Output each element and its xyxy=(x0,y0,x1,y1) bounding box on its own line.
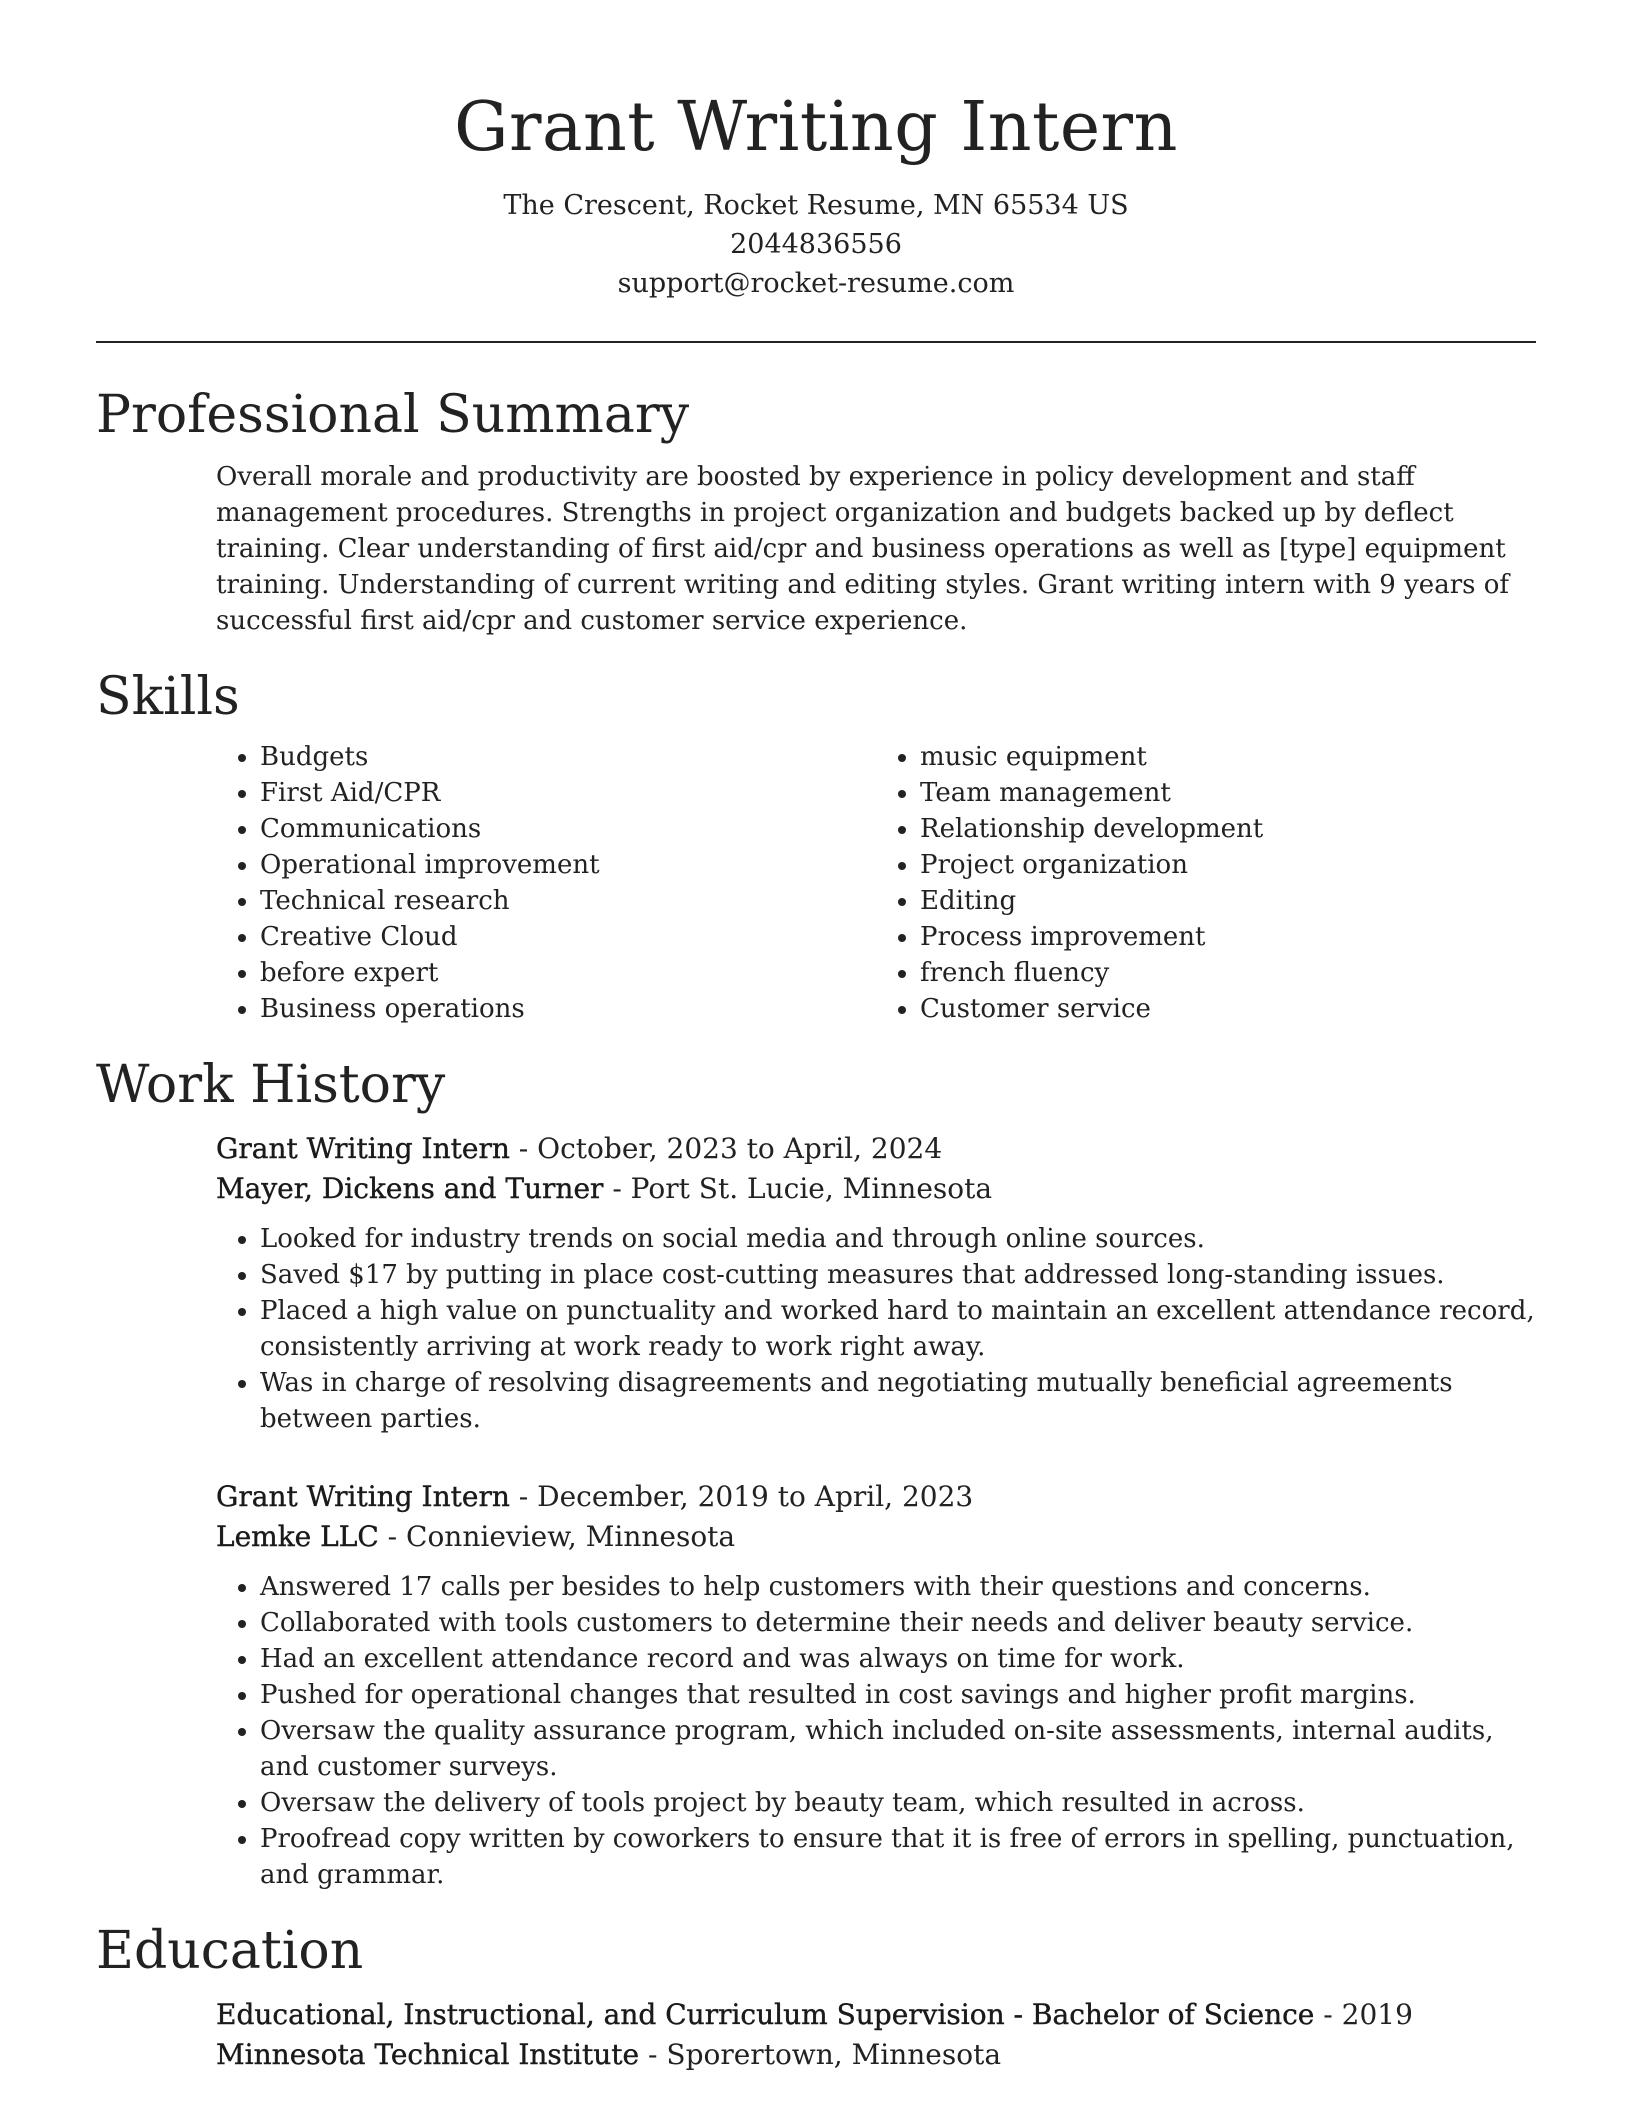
job-entry xyxy=(216,1477,1536,1893)
skill-item: • Project organization xyxy=(920,847,1536,883)
skill-item: • music equipment xyxy=(920,739,1536,775)
job-location: - Port St. Lucie, Minnesota xyxy=(603,1172,993,1205)
skills-section xyxy=(96,665,1536,1027)
job-company-line xyxy=(216,1517,1536,1557)
job-bullet: • Pushed for operational changes that resulted in cost savings and higher profit margins. xyxy=(260,1677,1540,1713)
skill-item: • Budgets xyxy=(260,739,876,775)
job-role: Grant Writing Intern xyxy=(216,1480,510,1513)
education-year: - 2019 xyxy=(1314,1998,1413,2031)
job-bullets xyxy=(216,1221,1540,1437)
candidate-name: Grant Writing Intern xyxy=(454,88,1178,167)
job-bullet: • Had an excellent attendance record and was always on time for work. xyxy=(260,1641,1540,1677)
skill-item: • Business operations xyxy=(260,991,876,1027)
job-bullet: • Answered 17 calls per besides to help customers with their questions and concerns. xyxy=(260,1569,1540,1605)
job-bullets xyxy=(216,1569,1540,1893)
education-school-line xyxy=(216,2035,1536,2075)
skill-item: • before expert xyxy=(260,955,876,991)
job-entry xyxy=(216,1129,1536,1437)
job-bullet: • Was in charge of resolving disagreements and negotiating mutually beneficial agreements between parties. xyxy=(260,1365,1540,1437)
skill-item: • First Aid/CPR xyxy=(260,775,876,811)
skill-item: • Operational improvement xyxy=(260,847,876,883)
job-title-line xyxy=(216,1477,1536,1517)
resume-page xyxy=(96,0,1536,2075)
job-location: - Connieview, Minnesota xyxy=(378,1520,736,1553)
skills-list-right xyxy=(876,739,1536,1027)
summary-text: Overall morale and productivity are boosted by experience in policy development and staff management procedures. Strengths in project organization and budgets backed up by deflect training. Clear understanding of first aid/cpr and business operations as well as [type] equipment training. Understanding of current writing and editing styles. Grant writing intern with 9 years of successful first aid/cpr and customer service experience. xyxy=(216,462,1510,636)
address: The Crescent, Rocket Resume, MN 65534 US xyxy=(503,190,1129,221)
skill-item: • Customer service xyxy=(920,991,1536,1027)
job-title-line xyxy=(216,1129,1536,1169)
skill-item: • Team management xyxy=(920,775,1536,811)
skills-heading: Skills xyxy=(96,667,240,727)
skill-item: • Relationship development xyxy=(920,811,1536,847)
job-dates: - October, 2023 to April, 2024 xyxy=(509,1132,943,1165)
education-section xyxy=(96,1919,1536,2075)
skill-item: • Process improvement xyxy=(920,919,1536,955)
education-degree: - Bachelor of Science xyxy=(1004,1998,1315,2031)
job-bullet: • Looked for industry trends on social media and through online sources. xyxy=(260,1221,1540,1257)
resume-header xyxy=(96,0,1536,303)
summary-section xyxy=(96,383,1536,639)
job-bullet: • Oversaw the delivery of tools project by beauty team, which resulted in across. xyxy=(260,1785,1540,1821)
education-field: Educational, Instructional, and Curriculum Supervision xyxy=(216,1998,1005,2031)
job-dates: - December, 2019 to April, 2023 xyxy=(509,1480,974,1513)
header-divider xyxy=(96,341,1536,343)
job-bullet: • Saved $17 by putting in place cost-cutting measures that addressed long-standing issues. xyxy=(260,1257,1540,1293)
work-history-section xyxy=(96,1053,1536,1893)
skill-item: • Communications xyxy=(260,811,876,847)
job-role: Grant Writing Intern xyxy=(216,1132,510,1165)
education-school: Minnesota Technical Institute xyxy=(216,2038,640,2071)
job-bullet: • Collaborated with tools customers to determine their needs and deliver beauty service. xyxy=(260,1605,1540,1641)
skill-item: • Technical research xyxy=(260,883,876,919)
job-company: Mayer, Dickens and Turner xyxy=(216,1172,604,1205)
skills-list-left xyxy=(216,739,876,1027)
education-degree-line xyxy=(216,1995,1536,2035)
job-company-line xyxy=(216,1169,1536,1209)
job-bullet: • Proofread copy written by coworkers to ensure that it is free of errors in spelling, punctuation, and grammar. xyxy=(260,1821,1540,1893)
skill-item: • french fluency xyxy=(920,955,1536,991)
phone-number: 2044836556 xyxy=(730,229,902,260)
summary-heading: Professional Summary xyxy=(96,385,690,445)
job-company: Lemke LLC xyxy=(216,1520,379,1553)
education-entry xyxy=(216,1995,1536,2075)
work-history-heading: Work History xyxy=(96,1055,446,1115)
skill-item: • Creative Cloud xyxy=(260,919,876,955)
job-bullet: • Oversaw the quality assurance program, which included on-site assessments, internal audits, and customer surveys. xyxy=(260,1713,1540,1785)
education-location: - Sporertown, Minnesota xyxy=(639,2038,1002,2071)
job-bullet: • Placed a high value on punctuality and worked hard to maintain an excellent attendance record, consistently arriving at work ready to work right away. xyxy=(260,1293,1540,1365)
email-address: support@rocket-resume.com xyxy=(617,268,1015,299)
skill-item: • Editing xyxy=(920,883,1536,919)
skills-columns xyxy=(216,739,1536,1027)
education-heading: Education xyxy=(96,1921,364,1981)
